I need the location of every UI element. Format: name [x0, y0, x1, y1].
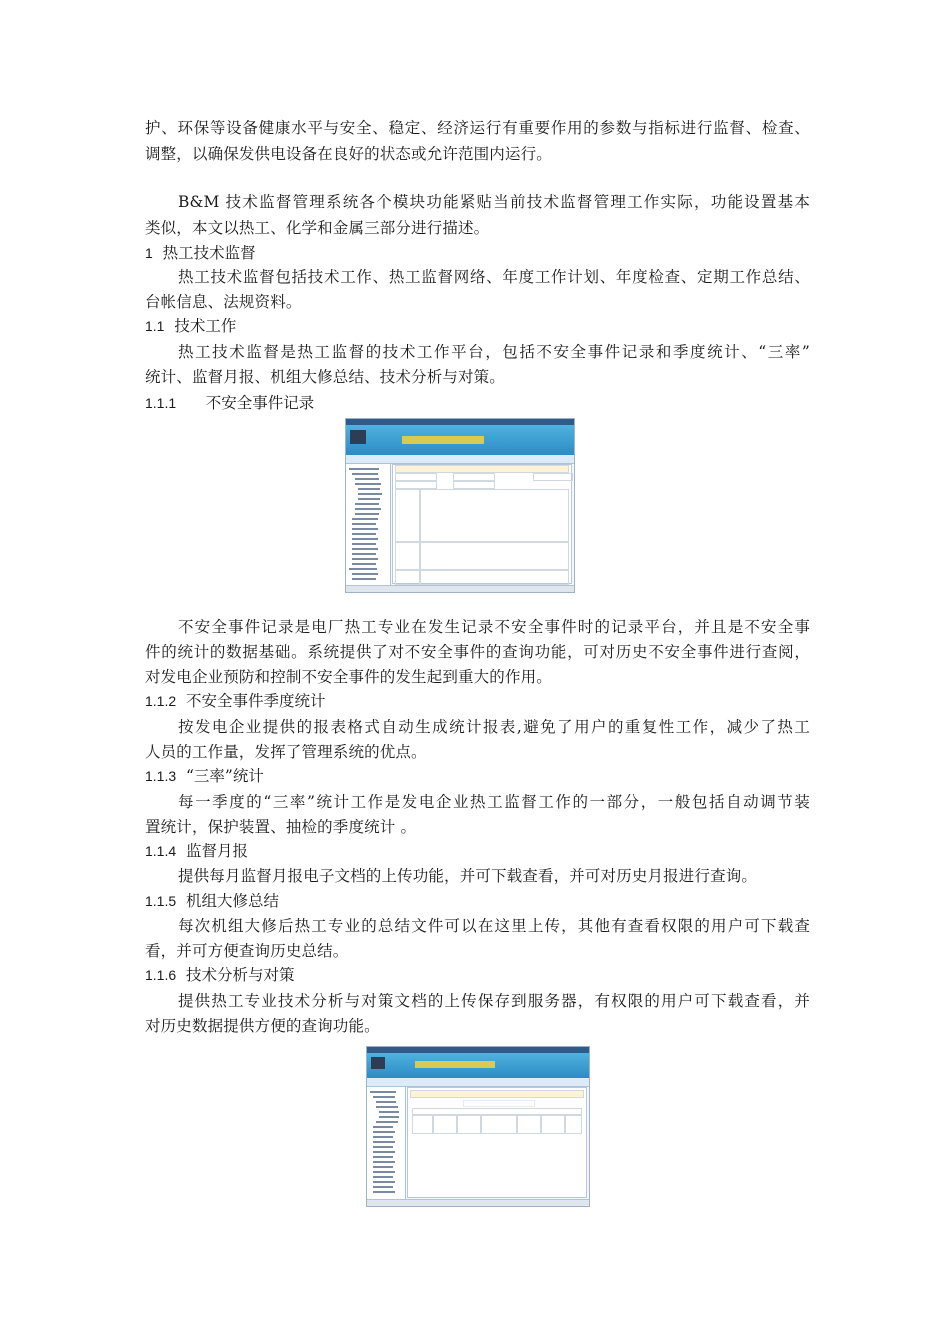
- paragraph-line: 对发电企业预防和控制不安全事件的发生起到重大的作用。: [145, 668, 552, 686]
- paragraph-line: 热工技术监督包括技术工作、热工监督网络、年度工作计划、年度检查、定期工作总结、: [178, 268, 810, 286]
- nav-bar: [346, 455, 574, 464]
- content-panel: [392, 464, 572, 584]
- banner-title-bar: [415, 1061, 495, 1068]
- paragraph-line: 置统计，保护装置、抽检的季度统计 。: [145, 818, 417, 836]
- tree-panel: [346, 464, 391, 592]
- section-heading-1: 1 热工技术监督: [145, 244, 256, 262]
- banner-title-bar: [402, 436, 484, 444]
- section-heading-1-1-4: 1.1.4 监督月报: [145, 842, 249, 860]
- paragraph-line: 对历史数据提供方便的查询功能。: [145, 1017, 380, 1035]
- paragraph-line: 每一季度的“三率”统计工作是发电企业热工监督工作的一部分，一般包括自动调节装: [178, 793, 810, 811]
- paragraph-line: 不安全事件记录是电厂热工专业在发生记录不安全事件时的记录平台，并且是不安全事: [178, 618, 810, 636]
- section-heading-1-1-6: 1.1.6 技术分析与对策: [145, 966, 295, 984]
- paragraph-line: 热工技术监督是热工监督的技术工作平台，包括不安全事件记录和季度统计、“三率”: [178, 343, 810, 361]
- paragraph-line: 护、环保等设备健康水平与安全、稳定、经济运行有重要作用的参数与指标进行监督、检查、: [145, 119, 810, 137]
- paragraph-line: 提供每月监督月报电子文档的上传功能，并可下载查看，并可对历史月报进行查询。: [178, 867, 758, 885]
- paragraph-line: 人员的工作量，发挥了管理系统的优点。: [145, 743, 427, 761]
- paragraph-line: 看，并可方便查询历史总结。: [145, 942, 349, 960]
- section-heading-1-1-1: 1.1.1 不安全事件记录: [145, 394, 315, 412]
- section-heading-1-1: 1.1 技术工作: [145, 317, 237, 335]
- paragraph-line: 提供热工专业技术分析与对策文档的上传保存到服务器，有权限的用户可下载查看，并: [178, 992, 810, 1010]
- section-heading-1-1-2: 1.1.2 不安全事件季度统计: [145, 692, 326, 710]
- paragraph-line: 件的统计的数据基础。系统提供了对不安全事件的查询功能，可对历史不安全事件进行查阅，: [145, 643, 810, 661]
- paragraph-line: B&M 技术监督管理系统各个模块功能紧贴当前技术监督管理工作实际，功能设置基本: [178, 193, 810, 211]
- paragraph-line: 调整，以确保发供电设备在良好的状态或允许范围内运行。: [145, 145, 552, 163]
- paragraph-line: 台帐信息、法规资料。: [145, 293, 302, 311]
- paragraph-line: 统计、监督月报、机组大修总结、技术分析与对策。: [145, 368, 505, 386]
- status-bar: [367, 1199, 589, 1206]
- nav-bar: [367, 1078, 589, 1087]
- section-heading-1-1-3: 1.1.3 “三率”统计: [145, 767, 264, 785]
- content-panel: [407, 1087, 587, 1198]
- logo-icon: [371, 1057, 385, 1069]
- paragraph-line: 按发电企业提供的报表格式自动生成统计报表,避免了用户的重复性工作，减少了热工: [178, 718, 810, 736]
- system-screenshot-thumbnail: [345, 418, 575, 593]
- paragraph-line: 类似，本文以热工、化学和金属三部分进行描述。: [145, 219, 490, 237]
- section-heading-1-1-5: 1.1.5 机组大修总结: [145, 892, 280, 910]
- tree-panel: [367, 1087, 406, 1206]
- status-bar: [346, 585, 574, 592]
- system-screenshot-thumbnail: [366, 1046, 590, 1207]
- logo-icon: [350, 430, 366, 444]
- paragraph-line: 每次机组大修后热工专业的总结文件可以在这里上传，其他有查看权限的用户可下载查: [178, 917, 810, 935]
